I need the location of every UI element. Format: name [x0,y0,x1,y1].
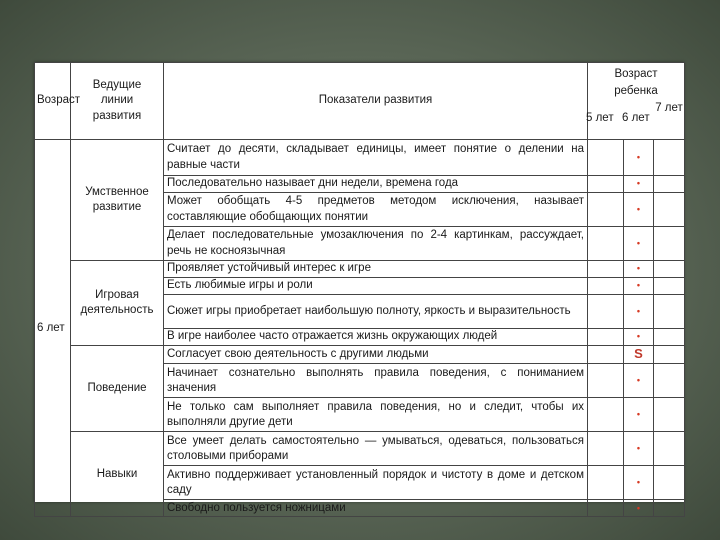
cell-age6 [624,432,654,466]
indicator-text: Сюжет игры приобретает наибольшую полноту, яркость и выразительность [164,295,588,329]
indicator-text: Свободно пользуется ножницами [164,500,588,517]
cell-age6 [624,364,654,398]
table-row [35,140,685,176]
cell-age5 [588,346,624,364]
cell-age5 [588,140,624,176]
mark-dot: • [636,477,641,488]
cell-age5 [588,193,624,227]
header-row [35,63,685,140]
indicator-text: Может обобщать 4-5 предметов методом исключения, называет составляющие обобщающих понятии [164,193,588,227]
indicator-text: Не только сам выполняет правила поведения, но и следит, чтобы их выполняли другие дети [164,398,588,432]
document-sheet [34,62,684,514]
cell-age5 [588,227,624,261]
cell-age5 [588,278,624,295]
indicator-text: В игре наиболее часто отражается жизнь окружающих людей [164,329,588,346]
cell-age6 [624,193,654,227]
cell-age6 [624,500,654,517]
mark-dot: • [636,443,641,454]
table-row [35,432,685,466]
indicator-text: Все умеет делать самостоятельно — умываться, одеваться, пользоваться столовыми приборами [164,432,588,466]
table-row [35,346,685,364]
header-age6: 6 лет [622,112,650,124]
cell-age7 [654,227,685,261]
mark-s: S [634,346,643,361]
cell-age5 [588,295,624,329]
header-age7: 7 лет [655,102,683,114]
header-age5: 5 лет [586,112,614,124]
mark-dot: • [636,178,641,189]
line-play: Игровая деятельность [71,261,164,346]
mark-dot: • [636,409,641,420]
cell-age5 [588,329,624,346]
age-cell: 6 лет [35,140,71,517]
header-lines: Ведущие линии развития [71,63,164,140]
cell-age7 [654,432,685,466]
mark-dot: • [636,502,641,513]
mark-dot: • [636,151,641,162]
cell-age7 [654,140,685,176]
cell-age7 [654,500,685,517]
indicator-text: Начинает сознательно выполнять правила поведения, с пониманием значения [164,364,588,398]
mark-dot: • [636,375,641,386]
cell-age5 [588,432,624,466]
cell-age5 [588,398,624,432]
indicator-text: Есть любимые игры и роли [164,278,588,295]
indicator-text: Считает до десяти, складывает единицы, имеет понятие о делении на равные части [164,140,588,176]
cell-age7 [654,193,685,227]
cell-age6 [624,329,654,346]
cell-age7 [654,466,685,500]
mark-dot: • [636,237,641,248]
header-child-age: Возраст ребенка [614,68,658,97]
cell-age6 [624,227,654,261]
indicator-text: Делает последовательные умозаключения по 2-4 картинкам, рассуждает, речь не косноязычная [164,227,588,261]
cell-age5 [588,500,624,517]
mark-dot: • [636,203,641,214]
cell-age6 [624,398,654,432]
cell-age6 [624,140,654,176]
cell-age5 [588,364,624,398]
cell-age6 [624,295,654,329]
cell-age6 [624,278,654,295]
header-indicators: Показатели развития [164,63,588,140]
cell-age7 [654,329,685,346]
cell-age6 [624,346,654,364]
cell-age7 [654,364,685,398]
cell-age5 [588,176,624,193]
development-table [34,62,685,517]
line-behavior: Поведение [71,346,164,432]
header-age: Возраст [35,63,71,140]
cell-age7 [654,295,685,329]
line-skills: Навыки [71,432,164,517]
header-child-age-cell [588,63,685,140]
cell-age7 [654,261,685,278]
line-mental: Умственное развитие [71,140,164,261]
cell-age6 [624,261,654,278]
cell-age7 [654,278,685,295]
cell-age6 [624,466,654,500]
indicator-text: Активно поддерживает установленный порядок и чистоту в доме и детском саду [164,466,588,500]
mark-dot: • [636,280,641,291]
cell-age6 [624,176,654,193]
table-row [35,261,685,278]
indicator-text: Последовательно называет дни недели, времена года [164,176,588,193]
cell-age5 [588,261,624,278]
mark-dot: • [636,331,641,342]
cell-age5 [588,466,624,500]
cell-age7 [654,176,685,193]
cell-age7 [654,398,685,432]
indicator-text: Согласует свою деятельность с другими людьми [164,346,588,364]
mark-dot: • [636,263,641,274]
indicator-text: Проявляет устойчивый интерес к игре [164,261,588,278]
cell-age7 [654,346,685,364]
mark-dot: • [636,305,641,316]
